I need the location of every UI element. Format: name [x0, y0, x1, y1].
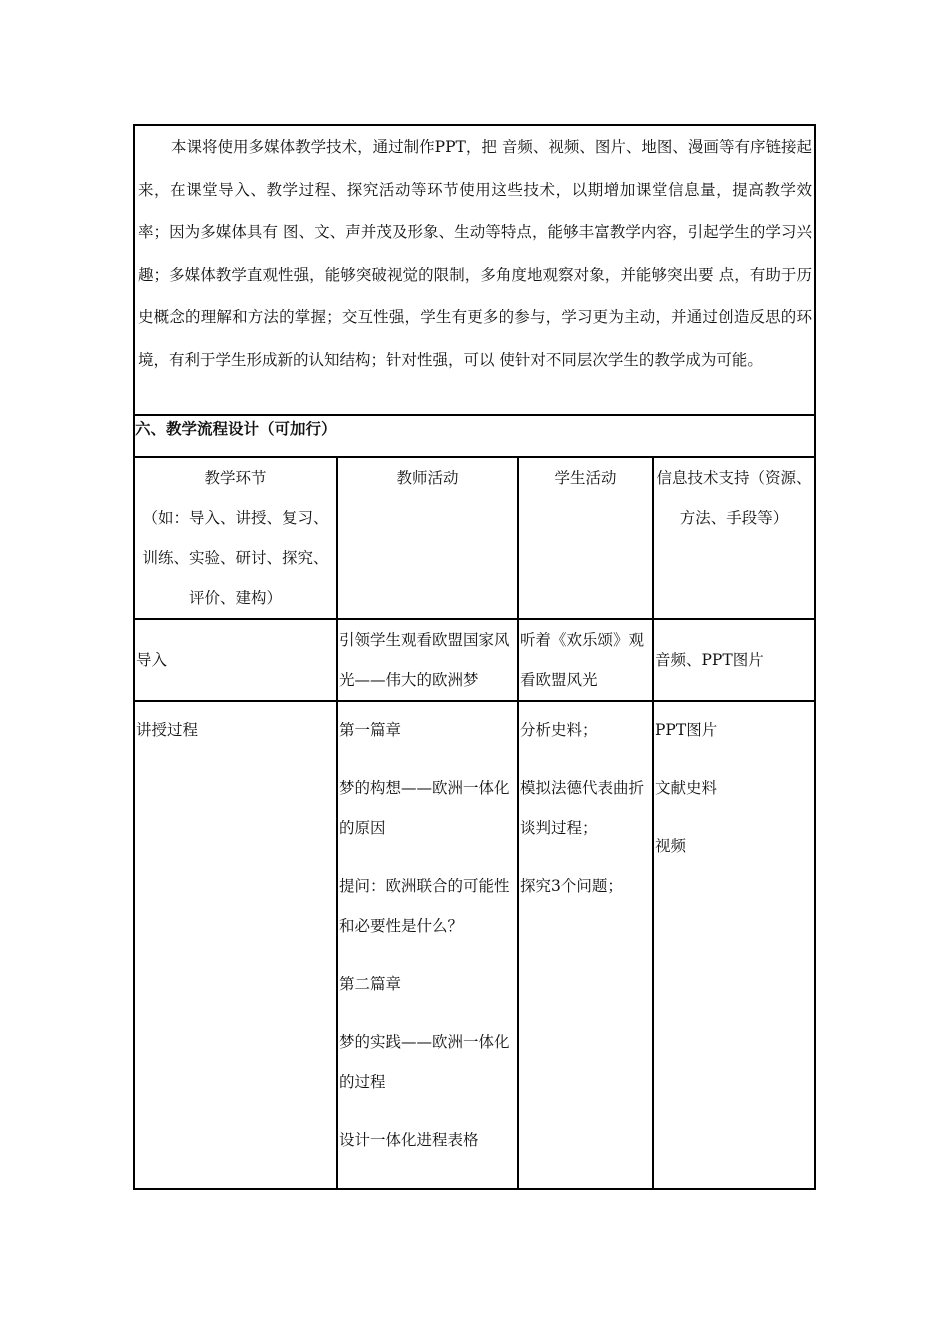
teacher-activity-text: 提问：欧洲联合的可能性和必要性是什么？ — [339, 877, 510, 935]
table-row — [134, 619, 815, 701]
section-heading: 六、教学流程设计（可加行） — [134, 415, 815, 457]
header-stage-examples: （如：导入、讲授、复习、训练、实验、研讨、探究、评价、建构） — [142, 509, 329, 607]
it-support-text: 文献史料 — [655, 779, 718, 797]
header-it-support: 信息技术支持（资源、方法、手段等） — [653, 457, 815, 619]
stage-label: 导入 — [136, 651, 168, 669]
teacher-cell — [337, 619, 518, 701]
teacher-activity-text: 设计一体化进程表格 — [339, 1131, 479, 1149]
teacher-activity-text: 梦的构想——欧洲一体化的原因 — [339, 779, 510, 837]
student-activity-text: 探究3个问题； — [520, 877, 623, 895]
multimedia-rationale-cell — [134, 125, 815, 415]
it-support-text: 视频 — [655, 837, 687, 855]
student-cell — [518, 619, 653, 701]
header-stage-title: 教学环节 — [204, 469, 267, 487]
teacher-activity-text: 梦的实践——欧洲一体化的过程 — [339, 1033, 510, 1091]
lesson-plan-table — [133, 124, 816, 1190]
student-activity-text: 分析史料； — [520, 721, 598, 739]
student-activity-text: 模拟法德代表曲折谈判过程； — [520, 779, 645, 837]
stage-label: 讲授过程 — [136, 721, 199, 739]
student-activity-text: 听着《欢乐颂》观看欧盟风光 — [520, 631, 645, 689]
it-cell — [653, 619, 815, 701]
stage-cell — [134, 701, 337, 1189]
teacher-activity-text: 第二篇章 — [339, 975, 402, 993]
header-student-activity: 学生活动 — [518, 457, 653, 619]
header-teaching-stage — [134, 457, 337, 619]
it-cell — [653, 701, 815, 1189]
teacher-activity-text: 引领学生观看欧盟国家风光——伟大的欧洲梦 — [339, 631, 510, 689]
it-support-text: PPT图片 — [655, 721, 718, 739]
table-row — [134, 701, 815, 1189]
header-teacher-activity: 教师活动 — [337, 457, 518, 619]
teacher-activity-text: 第一篇章 — [339, 721, 402, 739]
teacher-cell — [337, 701, 518, 1189]
stage-cell — [134, 619, 337, 701]
multimedia-rationale-text: 本课将使用多媒体教学技术，通过制作PPT，把 音频、视频、图片、地图、漫画等有序链接起来，在课堂导入、教学过程、探究活动等环节使用这些技术，以期增加课堂信息量，提高教学效率；因为多媒体具有 图、文、声并茂及形象、生动等特点，能够丰富教学内容，引起学生的学习兴趣；多媒体教学直观性强，能够突破视觉的限制，多角度地观察对象，并能够突出要 点，有助于历史概念的理解和方法的掌握；交互性强，学生有更多的参与，学习更为主动，并通过创造反思的环境，有利于学生形成新的认知结构；针对性强，可以 使针对不同层次学生的教学成为可能。 — [138, 138, 812, 369]
student-cell — [518, 701, 653, 1189]
it-support-text: 音频、PPT图片 — [655, 651, 764, 669]
